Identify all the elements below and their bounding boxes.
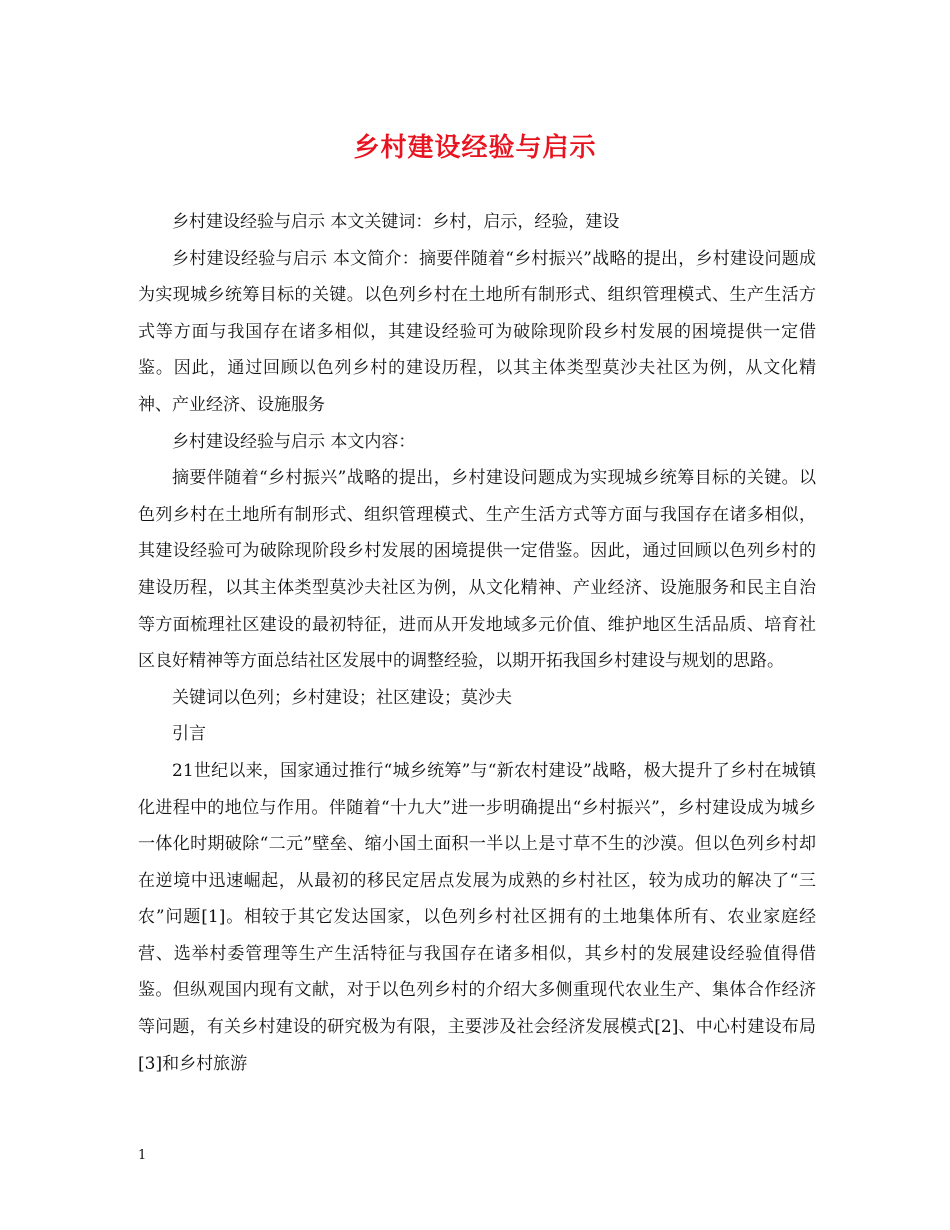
- content-heading-line: 乡村建设经验与启示 本文内容：: [172, 431, 416, 452]
- keywords-paragraph: 关键词以色列；乡村建设；社区建设；莫沙夫: [172, 687, 512, 708]
- introduction-heading: 引言: [172, 724, 206, 745]
- document-body: [138, 204, 816, 1082]
- keywords-line: 乡村建设经验与启示 本文关键词：乡村，启示，经验，建设: [172, 212, 620, 232]
- page-number: 1: [138, 1148, 147, 1163]
- summary-paragraph: 乡村建设经验与启示 本文简介：摘要伴随着“乡村振兴”战略的提出，乡村建设问题成为实现城乡统筹目标的关键。以色列乡村在土地所有制形式、组织管理模式、生产生活方式等方面与我国存在诸多相似，其建设经验可为破除现阶段乡村发展的困境提供一定借鉴。因此，通过回顾以色列乡村的建设历程，以其主体类型莫沙夫社区为例，从文化精神、产业经济、设施服务: [138, 248, 816, 415]
- introduction-paragraph: 21世纪以来，国家通过推行“城乡统筹”与“新农村建设”战略，极大提升了乡村在城镇化进程中的地位与作用。伴随着“十九大”进一步明确提出“乡村振兴”，乡村建设成为城乡一体化时期破除“二元”壁垒、缩小国土面积一半以上是寸草不生的沙漠。但以色列乡村却在逆境中迅速崛起，从最初的移民定居点发展为成熟的乡村社区，较为成功的解决了“三农”问题[1]。相较于其它发达国家，以色列乡村社区拥有的土地集体所有、农业家庭经营、选举村委管理等生产生活特征与我国存在诸多相似，其乡村的发展建设经验值得借鉴。但纵观国内现有文献，对于以色列乡村的介绍大多侧重现代农业生产、集体合作经济等问题，有关乡村建设的研究极为有限，主要涉及社会经济发展模式[2]、中心村建设布局[3]和乡村旅游: [138, 760, 816, 1074]
- document-title: 乡村建设经验与启示: [353, 133, 597, 163]
- abstract-paragraph: 摘要伴随着“乡村振兴”战略的提出，乡村建设问题成为实现城乡统筹目标的关键。以色列乡村在土地所有制形式、组织管理模式、生产生活方式等方面与我国存在诸多相似，其建设经验可为破除现阶段乡村发展的困境提供一定借鉴。因此，通过回顾以色列乡村的建设历程，以其主体类型莫沙夫社区为例，从文化精神、产业经济、设施服务和民主自治等方面梳理社区建设的最初特征，进而从开发地域多元价值、维护地区生活品质、培育社区良好精神等方面总结社区发展中的调整经验，以期开拓我国乡村建设与规划的思路。: [138, 468, 816, 672]
